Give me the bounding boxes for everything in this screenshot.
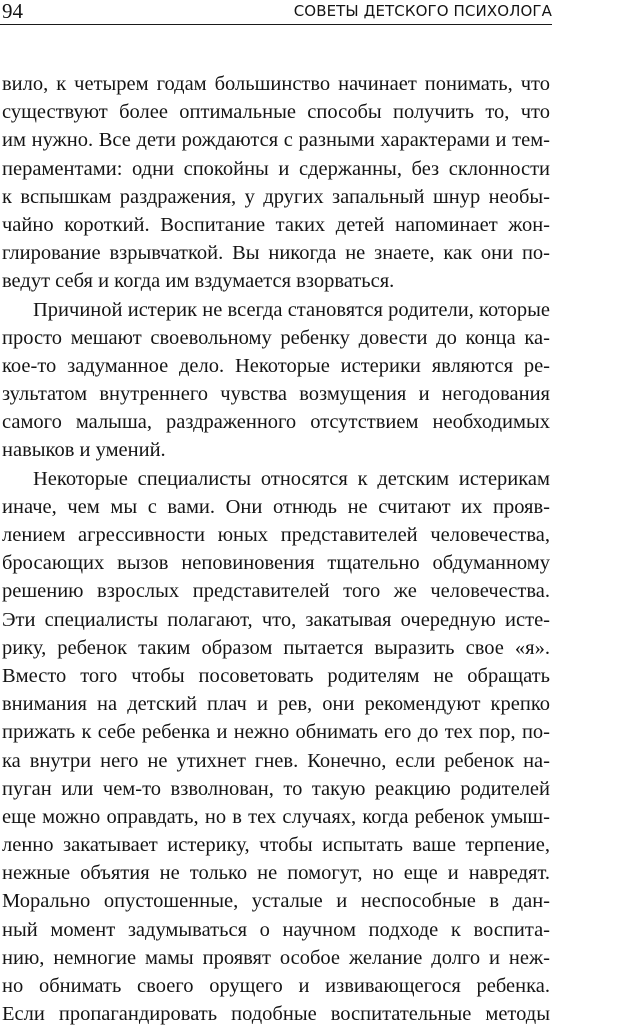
text-line: рику, ребенок таким образом пытается выразить свое «я». bbox=[2, 636, 550, 659]
paragraph bbox=[2, 296, 550, 465]
text-line: чайно короткий. Воспитание таких детей напоминает жон- bbox=[2, 213, 550, 236]
text-line: бросающих вызов неповиновения тщательно обдуманному bbox=[2, 552, 550, 575]
text-line: Морально опустошенные, усталые и неспособные в дан- bbox=[2, 890, 550, 913]
text-line: ка внутри него не утихнет гнев. Конечно, если ребенок на- bbox=[2, 749, 550, 772]
text-line: Вместо того чтобы посоветовать родителям не обращать bbox=[2, 664, 550, 687]
paragraph bbox=[2, 70, 550, 296]
text-line: нежные объятия не только не помогут, но еще и навредят. bbox=[2, 862, 550, 885]
text-line: навыков и умений. bbox=[2, 439, 166, 462]
text-line: Причиной истерик не всегда становятся родители, которые bbox=[33, 298, 550, 321]
text-line: вило, к четырем годам большинство начинает понимать, что bbox=[2, 73, 550, 95]
text-line: ведут себя и когда им вздумается взорваться. bbox=[2, 270, 395, 293]
text-line: самого малыша, раздраженного отсутствием необходимых bbox=[2, 411, 550, 434]
text-line: пераментами: одни спокойны и сдержанны, без склонности bbox=[2, 157, 550, 180]
text-line: Эти специалисты полагают, что, закатывая очередную исте- bbox=[2, 608, 550, 631]
text-line: Некоторые специалисты относятся к детским истерикам bbox=[33, 467, 550, 490]
text-line: внимания на детский плач и рев, они рекомендуют крепко bbox=[2, 693, 550, 716]
page-number: 94 bbox=[2, 0, 23, 23]
text-line: лением агрессивности юных представителей человечества, bbox=[2, 524, 550, 546]
text-line: им нужно. Все дети рождаются с разными характерами и тем- bbox=[2, 129, 550, 152]
text-line: пуган или чем-то взволнован, то такую реакцию родителей bbox=[2, 777, 550, 800]
text-line: но обнимать своего орущего и извивающегося ребенка. bbox=[2, 975, 550, 997]
text-line: ный момент задумываться о научном подходе к воспита- bbox=[2, 918, 550, 941]
text-line: к вспышкам раздражения, у других запальный шнур необы- bbox=[2, 185, 550, 208]
text-line: нию, немногие мамы проявят особое желание долго и неж- bbox=[2, 946, 550, 969]
paragraph bbox=[2, 465, 550, 1028]
text-line: существуют более оптимальные способы получить то, что bbox=[2, 101, 550, 124]
body-text bbox=[2, 70, 550, 1028]
text-line: просто мешают своевольному ребенку довести до конца ка- bbox=[2, 326, 550, 349]
running-title: СОВЕТЫ ДЕТСКОГО ПСИХОЛОГА bbox=[293, 2, 552, 20]
running-head bbox=[0, 0, 552, 25]
text-line: прижать к себе ребенка и нежно обнимать его до тех пор, по- bbox=[2, 721, 550, 744]
text-line: решению взрослых представителей того же человечества. bbox=[2, 580, 550, 603]
text-line: Если пропагандировать подобные воспитательные методы bbox=[2, 1003, 550, 1026]
text-line: ленно закатывает истерику, чтобы испытать ваше терпение, bbox=[2, 834, 550, 857]
text-line: глирование взрывчаткой. Вы никогда не знаете, как они по- bbox=[2, 242, 550, 265]
text-line: кое-то задуманное дело. Некоторые истерики являются ре- bbox=[2, 354, 550, 377]
text-line: еще можно оправдать, но в тех случаях, когда ребенок умыш- bbox=[2, 805, 550, 828]
text-line: зультатом внутреннего чувства возмущения и негодования bbox=[2, 383, 550, 406]
text-line: иначе, чем мы с вами. Они отнюдь не считают их прояв- bbox=[2, 495, 550, 518]
